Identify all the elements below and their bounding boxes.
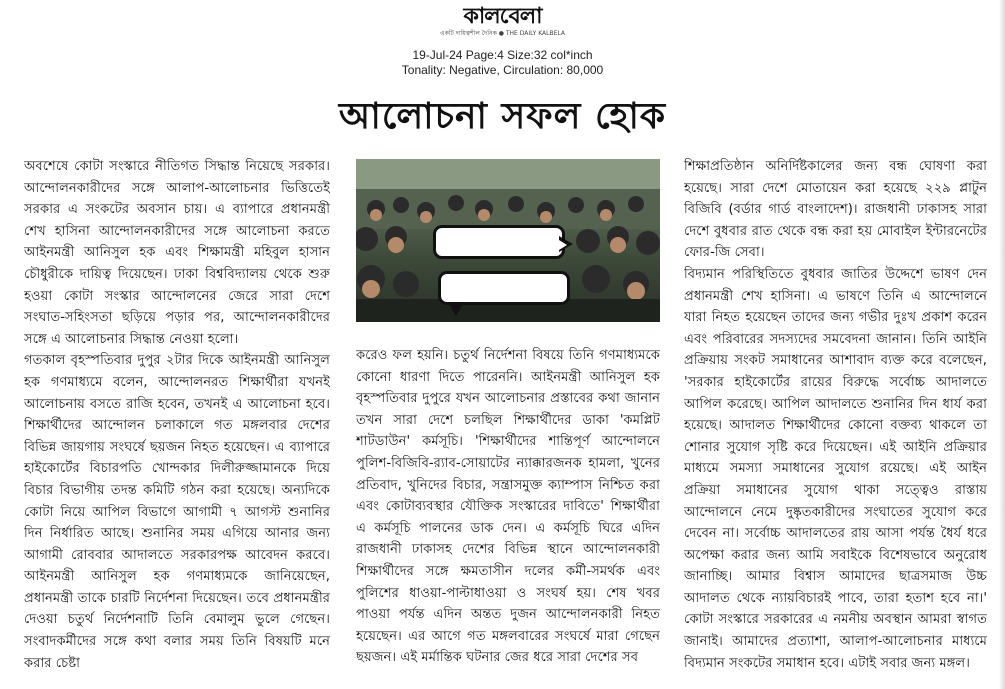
column-1-paragraph-1: অবশেষে কোটা সংস্কারে নীতিগত সিদ্ধান্ত নিয়েছে সরকার। আন্দোলনকারীদের সঙ্গে আলাপ-আলোচনার ভিত্তিতেই সরকার এ সংকটের অবসান চায়। এ ব্যাপারে প্রধানমন্ত্রী শেখ হাসিনা আন্দোলনকারীদের সঙ্গে আলোচনা করতে আইনমন্ত্রী আনিসুল হক এবং শিক্ষামন্ত্রী মহিবুল হাসান চৌধুরীকে দায়িত্ব দিয়েছেন। ঢাকা বিশ্ববিদ্যালয় থেকে শুরু হওয়া কোটা সংস্কার আন্দোলনের জেরে সারা দেশে সংঘাত-সহিংসতা ছড়িয়ে পড়ার পর, আন্দোলনকারীদের সঙ্গে এ আলোচনার সিদ্ধান্ত নেওয়া হলো।: [24, 159, 330, 347]
page-edge-shadow: [999, 0, 1005, 689]
clipping-metadata: [0, 48, 1005, 78]
article-column-3: [684, 156, 987, 688]
clipping-tonality-circulation: Tonality: Negative, Circulation: 80,000: [401, 63, 604, 77]
column-2-paragraph-1: করেও ফল হয়নি। চতুর্থ নির্দেশনা বিষয়ে তিনি গণমাধ্যমকে কোনো ধারণা দিতে পারেননি। আইনমন্ত্রী আনিসুল হক বৃহস্পতিবার দুপুরে যখন আলোচনার প্রস্তাবের কথা জানান তখন সারা দেশে চলছিল শিক্ষার্থীদের ডাকা 'কমপ্লিট শাটডাউন' কর্মসূচি। 'শিক্ষার্থীদের শান্তিপূর্ণ আন্দোলনে পুলিশ-বিজিবি-র‌্যাব-সোয়াটের ন্যাক্কারজনক হামলা, খুনের প্রতিবাদ, খুনিদের বিচার, সন্ত্রাসমুক্ত ক্যাম্পাস নিশ্চিত করা এবং কোটাব্যবস্থার যৌক্তিক সংস্কারের দাবিতে' শিক্ষার্থীরা এ কর্মসূচি পালনের ডাক দেন। এ কর্মসূচি ঘিরে এদিন রাজধানী ঢাকাসহ দেশের বিভিন্ন স্থানে আন্দোলনকারী শিক্ষার্থীদের সঙ্গে ক্ষমতাসীন দলের কর্মী-সমর্থক এবং পুলিশের ধাওয়া-পাল্টাধাওয়া ও সংঘর্ষ হয়। শেষ খবর পাওয়া পর্যন্ত এদিন অন্তত দুজন আন্দোলনকারী নিহত হয়েছেন। এর আগে গত মঙ্গলবারের সংঘর্ষে মারা গেছেন ছয়জন। এই মর্মান্তিক ঘটনার জের ধরে সারা দেশের সব: [356, 348, 660, 666]
chat-bubble-top: [433, 225, 565, 259]
protest-crowd-photo: [356, 159, 660, 322]
article-column-1: [24, 156, 330, 688]
chat-bubble-bottom: [438, 271, 570, 305]
column-3-paragraph-2: বিদ্যমান পরিস্থিতিতে বুধবার জাতির উদ্দেশে ভাষণ দেন প্রধানমন্ত্রী শেখ হাসিনা। এ ভাষণে তিনি এ আন্দোলনে যারা নিহত হয়েছেন তাদের জন্য গভীর দুঃখ প্রকাশ করেন এবং পরিবারের সদস্যদের সমবেদনা জানান। তিনি আইনি প্রক্রিয়ায় সংকট সমাধানের আশাবাদ ব্যক্ত করে বলেছেন, 'সরকার হাইকোর্টের রায়ের বিরুদ্ধে সর্বোচ্চ আদালতে আপিল করেছে। আপিল আদালতে শুনানির দিন ধার্য করা হয়েছে। আদালত শিক্ষার্থীদের কোনো বক্তব্য থাকলে তা শোনার সুযোগ সৃষ্টি করে দিয়েছেন। এই আইনি প্রক্রিয়ার মাধ্যমে সমস্যা সমাধানের সুযোগ রয়েছে। এই আইন প্রক্রিয়া সমাধানের সুযোগ থাকা সত্ত্বেও রাস্তায় আন্দোলনে নেমে দুষ্কৃতকারীদের সংঘাতের সুযোগ করে দেবেন না। সর্বোচ্চ আদালতের রায় আসা পর্যন্ত ধৈর্য ধরে অপেক্ষা করার জন্য আমি সবাইকে বিশেষভাবে অনুরোধ জানাচ্ছি। আমার বিশ্বাস আমাদের ছাত্রসমাজ উচ্চ আদালত থেকে ন্যায়বিচারই পাবে, তারা হতাশ হবে না।' কোটা সংস্কারে সরকারের এ নমনীয় অবস্থান আমরা স্বাগত জানাই। আমাদের প্রত্যাশা, আলাপ-আলোচনার মাধ্যমে বিদ্যমান সংকটের সমাধান হবে। এটাই সবার জন্য মঙ্গল।: [684, 266, 987, 671]
column-3-paragraph-1: শিক্ষাপ্রতিষ্ঠান অনির্দিষ্টকালের জন্য বন্ধ ঘোষণা করা হয়েছে। সারা দেশে মোতায়েন করা হয়েছে ২২৯ প্লাটুন বিজিবি (বর্ডার গার্ড বাংলাদেশ)। রাজধানী ঢাকাসহ সারা দেশে বুধবার রাত থেকে বন্ধ করা হয় মোবাইল ইন্টারনেটের ফোর-জি সেবা।: [684, 159, 987, 261]
newspaper-tagline: একটি দায়িত্বশীল দৈনিক ● THE DAILY KALBELA: [440, 30, 565, 37]
article-headline: আলোচনা সফল হোক: [338, 96, 667, 137]
article-column-2: [356, 345, 660, 688]
masthead: [0, 4, 1005, 38]
column-1-paragraph-2: গতকাল বৃহস্পতিবার দুপুর ২টার দিকে আইনমন্ত্রী আনিসুল হক গণমাধ্যমে বলেন, আন্দোলনরত শিক্ষার্থীরা যখনই আলোচনায় বসতে রাজি হবেন, তখনই এ আলোচনা হবে। শিক্ষার্থীদের আন্দোলন চলাকালে গত মঙ্গলবার দেশের বিভিন্ন জায়গায় সংঘর্ষে ছয়জন নিহত হয়েছেন। এ ব্যাপারে হাইকোর্টের বিচারপতি খোন্দকার দিলীরুজ্জামানকে দিয়ে বিচার বিভাগীয় তদন্ত কমিটি গঠন করা হয়েছে। অন্যদিকে কোটা নিয়ে আপিল বিভাগে আগামী ৭ আগস্ট শুনানির দিন নির্ধারিত আছে। শুনানির সময় এগিয়ে আনার জন্য আগামী রোববার আদালতে সরকারপক্ষ আবেদন করবে। আইনমন্ত্রী আনিসুল হক গণমাধ্যমকে জানিয়েছেন, প্রধানমন্ত্রী তাকে চারটি নির্দেশনা দিয়েছেন। তবে প্রধানমন্ত্রীর দেওয়া চতুর্থ নির্দেশনাটি তিনি বেমালুম ভুলে গেছেন। সংবাদকর্মীদের সঙ্গে কথা বলার সময় তিনি বিষয়টি মনে করার চেষ্টা: [24, 353, 330, 671]
newspaper-logo: কালবেলা: [463, 4, 542, 29]
chat-bubble-tail-bottom: [448, 302, 464, 316]
clipping-date-page-size: 19-Jul-24 Page:4 Size:32 col*inch: [412, 48, 593, 62]
